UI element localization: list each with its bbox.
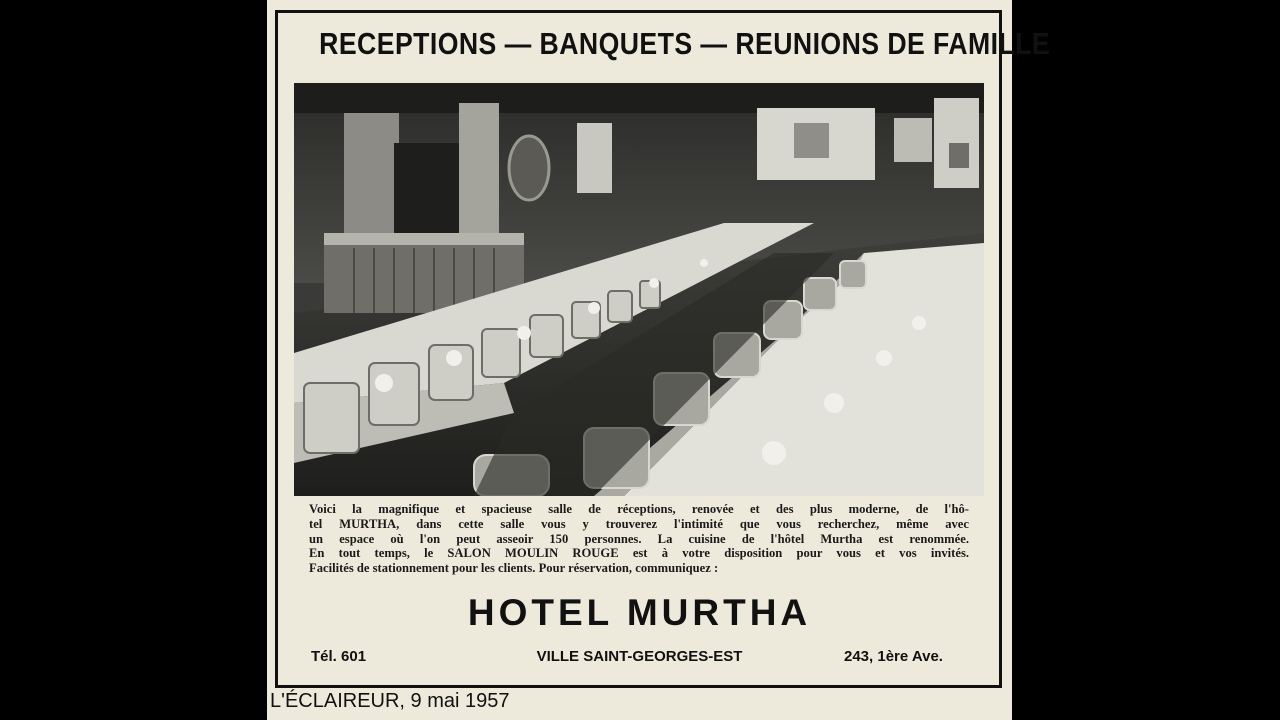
hotel-name: HOTEL MURTHA [467,592,812,633]
body-line: Facilités de stationnement pour les clients. Pour réservation, communiquez : [309,561,719,576]
advert-headline: RECEPTIONS — BANQUETS — REUNIONS DE FAMILLE [319,26,1051,61]
advert-body-text [309,502,969,576]
address: 243, 1ère Ave. [844,648,943,665]
body-line: En tout temps, le SALON MOULIN ROUGE est à votre disposition pour vous et vos invités. [309,546,969,561]
body-line: tel MURTHA, dans cette salle vous y trouverez l'intimité que vous recherchez, même avec [309,516,969,531]
body-line: Voici la magnifique et spacieuse salle de réceptions, renovée et des plus moderne, de l'hô- [309,502,969,516]
newspaper-clipping [267,0,1051,720]
city: VILLE SAINT-GEORGES-EST [536,648,743,665]
telephone: Tél. 601 [311,648,367,665]
body-line: un espace où l'on peut asseoir 150 personnes. La cuisine de l'hôtel Murtha est renommée. [309,531,969,546]
banquet-hall-photo [294,83,984,496]
source-caption: L'ÉCLAIREUR, 9 mai 1957 [270,690,510,712]
